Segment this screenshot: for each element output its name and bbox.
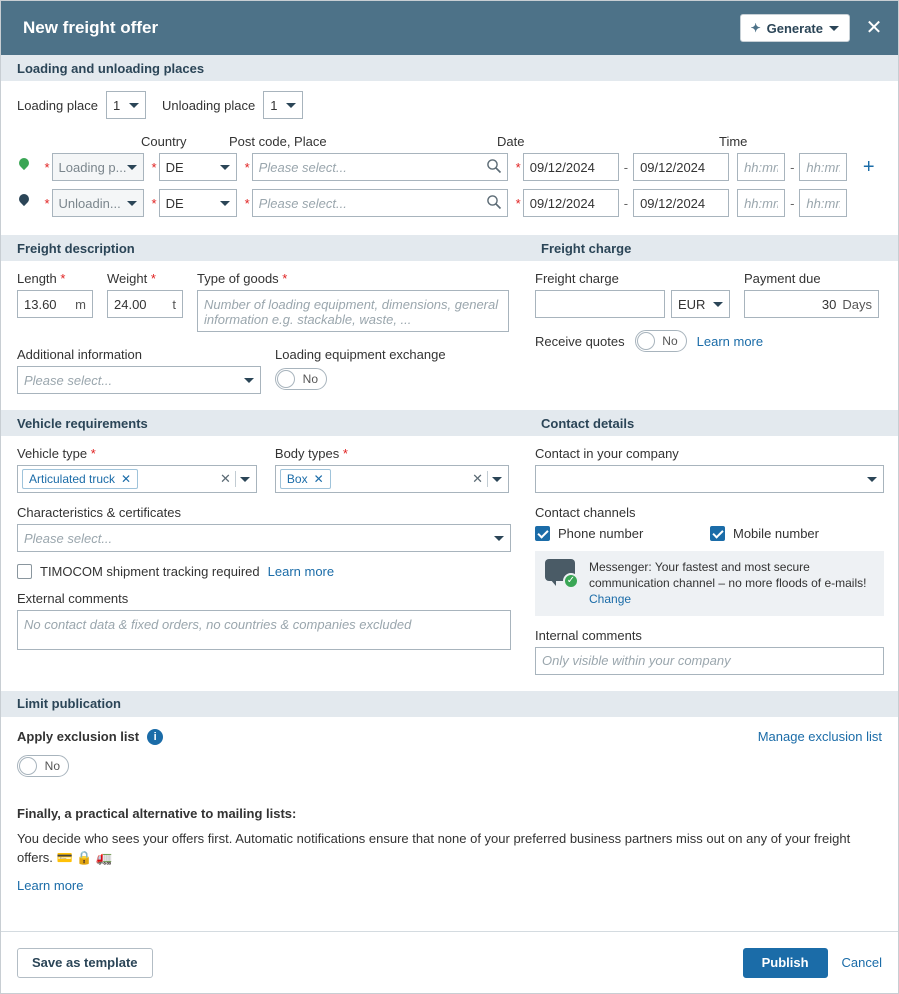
map-pin-icon	[17, 157, 31, 175]
loading-place-row-1	[17, 149, 882, 181]
chevron-down-icon	[829, 26, 839, 31]
promo-emojis: 💳 🔒 🚛	[56, 850, 113, 866]
mobile-number-checkbox[interactable]	[710, 526, 725, 541]
loading-place-row-2	[17, 181, 882, 217]
payment-due-value: 30	[821, 296, 837, 312]
generate-button[interactable]	[740, 14, 850, 42]
characteristics-select[interactable]	[17, 524, 511, 552]
tracking-label: TIMOCOM shipment tracking required	[40, 564, 260, 579]
chevron-down-icon[interactable]	[240, 477, 250, 482]
tracking-row	[17, 564, 509, 579]
chevron-down-icon[interactable]	[492, 477, 502, 482]
apply-exclusion-label: Apply exclusion list	[17, 729, 140, 745]
section-header-vehicle-requirements: Vehicle requirements	[1, 410, 525, 436]
page-title: New freight offer	[23, 18, 159, 37]
place-type-select-2[interactable]	[52, 189, 144, 217]
charge-row	[535, 271, 884, 318]
required-marker: *	[44, 159, 50, 175]
phone-number-checkbox[interactable]	[535, 526, 550, 541]
required-marker: *	[244, 195, 250, 211]
limit-publication-learn-more-link[interactable]: Learn more	[17, 877, 84, 893]
postcode-place-input-2[interactable]	[252, 189, 508, 217]
divider	[235, 471, 236, 487]
type-of-goods-label: Type of goods *	[197, 271, 288, 286]
freight-charge-input[interactable]	[535, 290, 665, 318]
freight-description-column	[1, 235, 525, 394]
body-types-label: Body types *	[274, 446, 348, 461]
additional-information-value: Please select...	[24, 372, 113, 388]
external-comments-row	[17, 591, 509, 653]
section-header-freight-description: Freight description	[1, 235, 525, 261]
weight-unit: t	[172, 296, 176, 312]
close-icon[interactable]: ✕	[865, 17, 883, 39]
toggle-knob	[277, 370, 295, 388]
country-select-1[interactable]	[159, 153, 237, 181]
vehicle-requirements-column	[1, 410, 525, 675]
promo-body: You decide who sees your offers first. Automatic notifications ensure that none of your preferred business partners miss out on any of your freight offers.	[17, 830, 851, 866]
vehicle-type-chip-label: Articulated truck	[29, 472, 116, 486]
phone-number-label: Phone number	[558, 526, 644, 541]
limit-publication-section	[1, 691, 898, 893]
vehicle-type-tagbox[interactable]	[17, 465, 257, 493]
required-marker: *	[151, 159, 157, 175]
chevron-down-icon	[286, 103, 296, 108]
postcode-place-input-1[interactable]	[252, 153, 508, 181]
external-comments-input[interactable]	[17, 610, 511, 650]
payment-due-label: Payment due	[744, 271, 821, 286]
freight-charge-label: Freight charge	[535, 271, 619, 286]
unloading-place-label: Unloading place	[161, 97, 256, 113]
chevron-down-icon	[220, 201, 230, 206]
column-time: Time	[719, 134, 748, 149]
place-type-value-2: Unloadin...	[58, 195, 121, 211]
additional-information-label: Additional information	[17, 347, 143, 362]
toggle-knob	[637, 332, 655, 350]
body-type-chip[interactable]	[280, 469, 331, 489]
characteristics-value: Please select...	[24, 530, 113, 546]
freight-charge-panel	[525, 261, 898, 352]
vehicle-requirements-panel	[1, 436, 525, 653]
promo-body-wrap	[17, 829, 872, 868]
generate-button-label: Generate	[766, 20, 823, 36]
receive-quotes-label: Receive quotes	[535, 333, 625, 349]
messenger-change-link[interactable]: Change	[589, 592, 632, 607]
date-separator: -	[623, 195, 629, 211]
chevron-down-icon	[220, 165, 230, 170]
type-of-goods-input[interactable]	[197, 290, 509, 332]
country-value-1: DE	[165, 159, 184, 175]
additional-info-row	[17, 347, 509, 394]
country-select-2[interactable]	[159, 189, 237, 217]
chevron-down-icon	[129, 103, 139, 108]
required-marker: *	[151, 195, 157, 211]
vehicle-type-chip[interactable]	[22, 469, 138, 489]
clear-icon[interactable]: ✕	[472, 471, 483, 486]
date-from-input-1[interactable]	[523, 153, 619, 181]
chevron-down-icon	[244, 378, 254, 383]
exclusion-row	[17, 729, 882, 745]
freight-charge-column	[525, 235, 898, 394]
loading-places-panel	[1, 81, 898, 217]
places-column-headers	[17, 131, 882, 149]
loading-equipment-exchange-toggle[interactable]	[275, 368, 327, 390]
mobile-number-label: Mobile number	[733, 526, 819, 541]
internal-comments-row	[535, 628, 884, 675]
date-from-input-2[interactable]	[523, 189, 619, 217]
search-icon[interactable]	[486, 194, 502, 210]
place-type-select-1[interactable]	[52, 153, 144, 181]
cancel-link[interactable]: Cancel	[841, 955, 882, 970]
column-postcode-place: Post code, Place	[229, 134, 327, 149]
dialog-footer	[1, 931, 898, 993]
characteristics-label: Characteristics & certificates	[17, 505, 181, 520]
external-comments-label: External comments	[17, 591, 129, 606]
loading-equipment-exchange-value: No	[302, 372, 318, 386]
freight-charge-learn-more-link[interactable]: Learn more	[696, 333, 764, 349]
tracking-checkbox[interactable]	[17, 564, 32, 579]
payment-due-input[interactable]	[744, 290, 879, 318]
time-from-input-1[interactable]	[737, 153, 785, 181]
apply-exclusion-value: No	[44, 758, 60, 773]
dialog-titlebar	[1, 1, 898, 55]
chevron-down-icon	[494, 536, 504, 541]
loading-place-count-value: 1	[112, 97, 121, 113]
characteristics-row	[17, 505, 509, 552]
date-to-input-2[interactable]	[633, 189, 729, 217]
length-input[interactable]	[17, 290, 93, 318]
time-to-input-1[interactable]	[799, 153, 847, 181]
place-type-value-1: Loading p...	[58, 159, 127, 175]
unloading-place-count-select[interactable]	[263, 91, 303, 119]
vehicle-contact-row	[1, 410, 898, 675]
required-marker: *	[515, 159, 521, 175]
length-value: 13.60	[24, 296, 57, 312]
contact-company-select[interactable]	[535, 465, 884, 493]
payment-due-unit: Days	[842, 296, 872, 312]
chevron-down-icon	[127, 165, 137, 170]
receive-quotes-toggle[interactable]	[635, 330, 687, 352]
additional-information-select[interactable]	[17, 366, 261, 394]
clear-icon[interactable]: ✕	[220, 471, 231, 486]
date-separator: -	[623, 159, 629, 175]
length-unit: m	[75, 296, 86, 312]
save-as-template-button[interactable]: Save as template	[17, 948, 153, 978]
remove-chip-icon[interactable]: ✕	[121, 472, 132, 486]
search-icon[interactable]	[486, 158, 502, 174]
currency-select[interactable]	[671, 290, 730, 318]
section-header-contact-details: Contact details	[525, 410, 898, 436]
required-marker: *	[44, 195, 50, 211]
receive-quotes-value: No	[662, 334, 678, 348]
receive-quotes-row	[535, 330, 884, 352]
vehicle-body-row	[17, 446, 509, 493]
body-types-tagbox[interactable]	[275, 465, 509, 493]
length-label: Length *	[17, 271, 66, 286]
loading-place-label: Loading place	[17, 97, 98, 113]
info-icon[interactable]: i	[147, 729, 163, 745]
internal-comments-input[interactable]	[535, 647, 884, 675]
place-count-row	[17, 81, 882, 119]
column-country: Country	[141, 134, 187, 149]
section-header-loading-places: Loading and unloading places	[1, 55, 898, 81]
loading-place-count-select[interactable]	[106, 91, 146, 119]
tracking-learn-more-link[interactable]: Learn more	[267, 564, 335, 579]
map-pin-icon	[17, 193, 31, 211]
weight-label: Weight *	[107, 271, 156, 286]
contact-company-label: Contact in your company	[535, 446, 679, 461]
vehicle-type-label: Vehicle type *	[17, 446, 96, 461]
section-header-limit-publication: Limit publication	[1, 691, 898, 717]
divider	[487, 471, 488, 487]
sparkle-icon: ✦	[750, 21, 761, 35]
unloading-place-count-value: 1	[270, 97, 278, 113]
chat-bubble-icon: ✓	[545, 559, 579, 589]
toggle-knob	[19, 757, 37, 775]
contact-channels-label: Contact channels	[535, 505, 636, 520]
section-header-freight-charge: Freight charge	[525, 235, 898, 261]
required-marker: *	[244, 159, 250, 175]
required-marker: *	[515, 195, 521, 211]
add-place-icon[interactable]: +	[862, 156, 875, 178]
limit-publication-panel	[1, 717, 898, 893]
column-date: Date	[497, 134, 525, 149]
remove-chip-icon[interactable]: ✕	[313, 472, 324, 486]
date-to-input-1[interactable]	[633, 153, 729, 181]
manage-exclusion-list-link[interactable]: Manage exclusion list	[757, 729, 882, 745]
time-to-input-2[interactable]	[799, 189, 847, 217]
chevron-down-icon	[127, 201, 137, 206]
contact-channels-row	[535, 526, 884, 541]
chevron-down-icon	[867, 477, 877, 482]
contact-details-column	[525, 410, 898, 675]
weight-value: 24.00	[114, 296, 147, 312]
publish-button[interactable]: Publish	[743, 948, 828, 978]
time-separator: -	[790, 159, 795, 175]
messenger-text: Messenger: Your fastest and most secure communication channel – no more floods of e-mails!	[589, 560, 867, 591]
promo-title: Finally, a practical alternative to mailing lists:	[17, 805, 297, 821]
messenger-info-box	[535, 551, 884, 616]
body-type-chip-label: Box	[286, 472, 308, 486]
apply-exclusion-toggle[interactable]	[17, 755, 69, 777]
freight-description-panel	[1, 261, 525, 394]
description-charge-row	[1, 235, 898, 394]
currency-value: EUR	[678, 296, 706, 312]
loading-equipment-exchange-label: Loading equipment exchange	[275, 347, 446, 362]
chevron-down-icon	[713, 302, 723, 307]
internal-comments-label: Internal comments	[535, 627, 642, 643]
time-separator: -	[790, 195, 795, 211]
contact-details-panel	[525, 436, 898, 675]
time-from-input-2[interactable]	[737, 189, 785, 217]
length-weight-goods-row	[17, 271, 509, 335]
weight-input[interactable]	[107, 290, 183, 318]
dialog-content	[1, 55, 898, 931]
country-value-2: DE	[165, 195, 184, 211]
